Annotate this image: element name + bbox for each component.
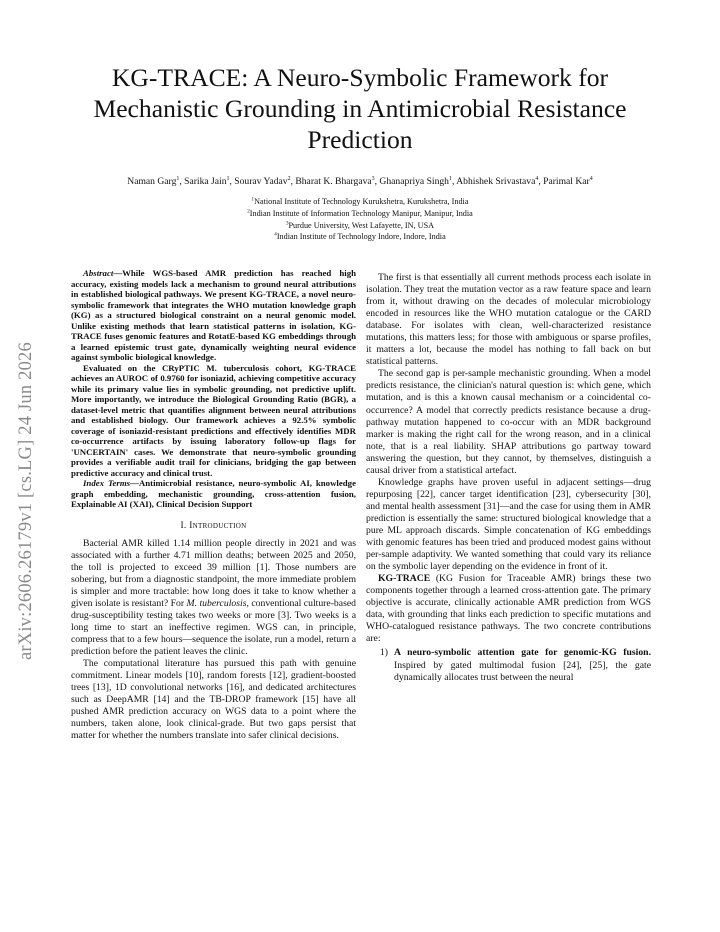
affiliation xyxy=(120,196,600,208)
author-affiliation-mark: 1 xyxy=(226,175,230,182)
intro-paragraph-6 xyxy=(366,573,651,645)
affiliation-number: 4 xyxy=(274,231,277,238)
affiliation-text: Indian Institute of Technology Indore, Indore, India xyxy=(276,232,446,242)
author-affiliation-mark: 2 xyxy=(287,175,291,182)
affiliation-number: 3 xyxy=(285,219,289,226)
paper-title: KG-TRACE: A Neuro-Symbolic Framework for Mechanistic Grounding in Antimicrobial Resistance Prediction xyxy=(93,63,627,154)
author-affiliation-mark: 4 xyxy=(589,175,593,182)
author-affiliation-mark: 4 xyxy=(535,175,539,182)
author-name: Naman Garg xyxy=(127,176,177,187)
abstract-paragraph-2: Evaluated on the CRyPTIC M. tuberculosis cohort, KG-TRACE achieves an AUROC of 0.9760 for isoniazid, achieving competitive accuracy while its primary value lies in symbolic grounding, not predictive uplift. More importantly, we introduce the Biological Grounding Ratio (BGR), a dataset-level metric that quantifies alignment between neural attributions and established biology. Our framework achieves a 92.5% symbolic coverage of isoniazid-resistant predictions and effectively identifies MDR co-occurrence artifacts by issuing laboratory follow-up flags for 'UNCERTAIN' cases. We demonstrate that neuro-symbolic grounding provides a verifiable audit trail for clinicians, bridging the gap between predictive accuracy and clinical trust. xyxy=(71,362,356,478)
affiliation xyxy=(120,231,600,243)
contribution-title: A neuro-symbolic attention gate for genomic-KG fusion. xyxy=(394,647,651,659)
intro-p1-text-b: , conventional culture-based drug-susceptibility testing takes two weeks or more [3]. Two weeks is a long time to start an ineffective regimen. WGS can, in principle, compress that to a few hours—sequence the isolate, run a model, return a prediction before the patient leaves the clinic. xyxy=(71,597,356,657)
intro-p1-text-a: Bacterial AMR killed 1.14 million people directly in 2021 and was associated with a further 4.71 million deaths; between 2025 and 2050, the toll is projected to exceed 39 million [1]. Those numbers are sobering, but from a diagnostic standpoint, the more immediate problem is simpler and more tractable: how long does it take to know whether a given isolate is resistant? For xyxy=(71,537,356,609)
list-text xyxy=(394,647,651,683)
list-number: 1) xyxy=(379,647,388,659)
contribution-text: Inspired by gated multimodal fusion [24], [25], the gate dynamically allocates trust between the neural xyxy=(394,659,651,683)
affiliation-number: 1 xyxy=(251,196,255,203)
affiliation-number: 2 xyxy=(247,208,250,215)
affiliation xyxy=(120,220,600,232)
affiliation-text: Purdue University, West Lafayette, IN, USA xyxy=(288,220,435,230)
abstract-paragraph-1: —While WGS-based AMR prediction has reached high accuracy, existing models lack a mechanism to ground neural attributions in established biological pathways. We present KG-TRACE, a novel neuro-symbolic framework that integrates the WHO mutation knowledge graph (KG) as a structured biological constraint on a neural genomic model. Unlike existing methods that learn statistical patterns in isolation, KG-TRACE fuses genomic features and RotatE-based KG embeddings through a learned epistemic trust gate, dynamically weighting neural evidence against symbolic biological knowledge. xyxy=(71,268,356,362)
intro-paragraph-4: The second gap is per-sample mechanistic grounding. When a model predicts resistance, the clinician's natural question is: which gene, which mutation, and is this a known causal mechanism or a coincidental co-occurrence? A model that correctly predicts resistance because a drug-pathway mutation happened to co-occur with an MDR background marker is making the right call for the wrong reason, and in a clinical note, that is a real liability. SHAP attributions go partway toward answering the question, but they cannot, by themselves, distinguish a causal driver from a statistical artefact. xyxy=(366,368,651,476)
framework-name: KG-TRACE xyxy=(378,573,431,585)
index-terms-label: Index Terms xyxy=(83,478,131,488)
section-title: Introduction xyxy=(189,520,247,531)
author-name: Bharat K. Bhargava xyxy=(295,176,372,187)
author-name: Parimal Kar xyxy=(543,176,590,187)
affiliation-list xyxy=(120,196,600,243)
intro-paragraph-3: The first is that essentially all current methods process each isolate in isolation. They treat the mutation vector as a raw feature space and learn from it, without drawing on the decades of molecular microbiology encoded in resources like the WHO mutation catalogue or the CARD database. For isolates with clean, well-characterized resistance mutations, this matters less; for those with ambiguous or sparse profiles, it matters a lot, because the model has nothing to fall back on but statistical patterns. xyxy=(366,272,651,368)
list-item xyxy=(366,647,651,683)
abstract-label: Abstract xyxy=(83,268,114,278)
author-affiliation-mark: 3 xyxy=(371,175,375,182)
section-heading xyxy=(71,520,356,532)
intro-paragraph-1 xyxy=(71,538,356,658)
left-column xyxy=(71,268,356,742)
abstract xyxy=(71,268,356,510)
intro-p6-text: (KG Fusion for Traceable AMR) brings these two components together through a learned cross-attention gate. The primary objective is accurate, clinically actionable AMR prediction from WGS data, with grounding that links each prediction to specific mutations and WHO-catalogued resistance pathways. The two concrete contributions are: xyxy=(366,573,651,645)
section-numeral: I. xyxy=(180,520,187,531)
author-list: Naman Garg$^1$, Sarika Jain$^1$, Sourav Yadav$^2$, Bharat K. Bhargava$^3$, Ghanapriya Singh$^1$, Abhishek Srivastava$^4$, Parimal Kar$^4$ xyxy=(127,175,593,187)
affiliation-text: National Institute of Technology Kurukshetra, Kurukshetra, India xyxy=(254,197,469,206)
right-column xyxy=(366,272,651,684)
arxiv-identifier: arXiv:2606.26179v1 [cs.LG] 24 Jun 2026 xyxy=(16,342,36,660)
author-name: Sarika Jain xyxy=(184,176,227,187)
affiliation-text: Indian Institute of Information Technology Manipur, Manipur, India xyxy=(249,208,473,218)
intro-paragraph-5: Knowledge graphs have proven useful in adjacent settings—drug repurposing [22], cancer target identification [23], cybersecurity [30], and mental health assessment [31]—and the case for using them in AMR prediction is essentially the same: structured biological knowledge that a pure ML approach discards. Simple concatenation of KG embeddings with genomic features has been tried and produced modest gains without per-sample adaptivity. We wanted something that could vary its reliance on the symbolic layer depending on the evidence in front of it. xyxy=(366,476,651,573)
author-name: Ghanapriya Singh xyxy=(379,176,449,187)
affiliation xyxy=(120,208,600,220)
organism-name: M. tuberculosis xyxy=(186,597,247,609)
author-name: Abhishek Srivastava xyxy=(456,176,536,187)
index-terms: —Antimicrobial resistance, neuro-symbolic AI, knowledge graph embedding, mechanistic grounding, cross-attention fusion, Explainable AI (XAI), Clinical Decision Support xyxy=(71,478,356,509)
author-name: Sourav Yadav xyxy=(234,176,288,187)
author-affiliation-mark: 1 xyxy=(176,175,180,182)
author-affiliation-mark: 1 xyxy=(448,175,452,182)
intro-paragraph-2: The computational literature has pursued this path with genuine commitment. Linear models [10], random forests [12], gradient-boosted trees [13], 1D convolutional networks [16], and dedicated architectures such as DeepAMR [14] and the TB-DROP framework [15] have all pushed AMR prediction accuracy on WGS data to a point where the numbers, taken alone, look clinical-grade. But two gaps persist that matter for whether the numbers translate into safer clinical decisions. xyxy=(71,658,356,742)
